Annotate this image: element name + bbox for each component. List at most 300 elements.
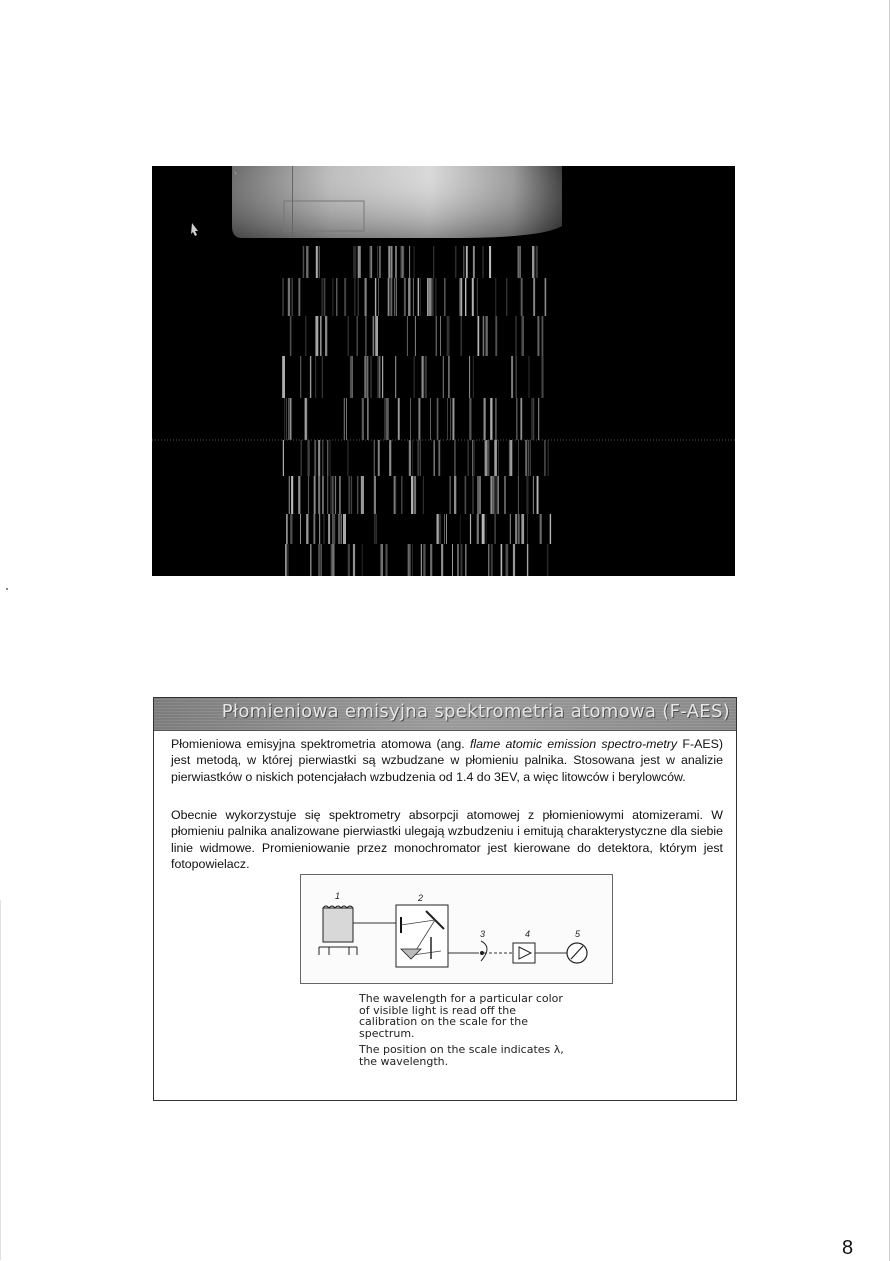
spectral-line [550,514,551,544]
spectral-line [536,246,538,278]
spectral-line [448,356,449,398]
spectral-line [365,278,367,316]
spectral-line [349,476,350,514]
spectral-line [333,514,335,544]
spectral-line [374,440,375,476]
spectral-line [374,514,376,544]
spectral-line [413,278,414,316]
spectral-line [318,544,320,576]
spectral-line [521,514,522,544]
spectral-line [436,316,437,356]
spectral-line [325,316,327,356]
spectral-line [518,476,519,514]
spectral-line [285,544,287,576]
spectral-line [336,278,338,316]
spectral-line [434,440,435,476]
spectral-line [378,278,379,316]
spectral-line [421,544,422,576]
spectral-line [404,278,406,316]
spectral-line [289,476,290,514]
spectral-line [353,544,355,576]
spectral-line [472,476,474,514]
spectral-line [519,246,521,278]
spectral-line [358,476,359,514]
spectral-line [491,544,493,576]
spectral-line [496,398,497,440]
spectral-line [408,278,410,316]
spectral-line [315,356,316,398]
spectral-line [371,246,372,278]
paragraph-method: Obecnie wykorzystuje się spektrometry absorpcji atomowej z płomieniowymi atomizerami. W płomieniu palnika analizowane pierwiastki ulegają wzbudzeniu i emitują charakterystyczne dla siebie linie widmowe. Promieniowanie przez monochromator jest kierowane do detektora, którym jest fotopowielacz. [171,808,723,872]
spectral-line [480,476,481,514]
spectral-line [452,398,453,440]
spectral-line [455,246,457,278]
spectral-line [290,398,292,440]
spectral-line [367,398,368,440]
spectral-line [411,476,413,514]
spectral-line [338,514,340,544]
spectral-line [401,246,402,278]
spectral-line [518,514,520,544]
spectral-line [401,476,402,514]
spectral-line [518,246,520,278]
spectral-line [527,514,528,544]
spectral-line [470,514,471,544]
spectral-line [436,278,437,316]
spectral-line [327,476,328,514]
spectral-line [395,356,396,398]
spectral-line [467,440,469,476]
spectral-line [495,316,497,356]
diagram-label-2: 2 [418,893,424,903]
spectral-line [290,514,292,544]
spectral-line [528,440,530,476]
spectral-line [487,440,488,476]
spectral-line [348,544,350,576]
spectral-line [414,246,415,278]
spectral-line [344,278,346,316]
spectral-line [330,440,331,476]
spectral-line [395,476,397,514]
spectral-line [489,246,491,278]
slide-title-bar [154,698,736,731]
spectral-line [537,316,539,356]
spectral-line [501,544,503,576]
spectral-line [390,440,391,476]
spectral-line [307,514,309,544]
spectral-line [315,316,316,356]
spectral-line [288,398,289,440]
diagram-label-4: 4 [525,929,531,939]
spectral-line [465,476,467,514]
spectral-line [439,514,441,544]
spectral-line [311,544,312,576]
spectral-line [423,476,424,514]
spectral-line [537,476,539,514]
spectral-line [506,544,508,576]
spectral-line [394,278,395,316]
spectral-line [504,476,505,514]
spectral-line [409,440,411,476]
spectral-line [463,246,464,278]
spectral-line [469,398,471,440]
spectral-line [545,278,547,316]
spectral-line [478,316,480,356]
spectral-line [359,246,361,278]
spectral-line [515,514,517,544]
spectral-line [447,398,448,440]
spectral-line [452,544,453,576]
spectral-line [430,544,432,576]
spectral-line [454,440,456,476]
spectral-line [415,316,416,356]
paragraph-definition-start: Płomieniowa emisyjna spektrometria atomowa (ang. [171,737,470,751]
diagram-label-1: 1 [335,891,341,901]
spectral-line [307,398,308,440]
spectral-line [358,278,360,316]
spectral-line [429,278,431,316]
spectral-line [488,544,489,576]
spectral-line [460,514,461,544]
spectral-line [418,398,420,440]
spectral-line [438,440,440,476]
spectral-line [378,440,379,476]
spectral-line [466,246,468,278]
page-number: 8 [842,1237,854,1259]
spectra-image-slide [152,166,735,576]
emission-spectra-image [152,166,735,576]
spectral-line [320,316,321,356]
spectral-line [382,356,383,398]
spectral-line [344,514,346,544]
scan-edge-line [889,0,890,1261]
spectral-line [305,316,306,356]
diagram-label-5: 5 [575,929,581,939]
spectral-line [484,398,486,440]
spectral-line [444,514,445,544]
spectral-line [344,398,345,440]
spectral-line [379,356,381,398]
spectral-line [510,514,511,544]
spectral-line [282,356,283,398]
spectral-line [351,476,352,514]
spectral-line [423,544,425,576]
spectral-line [291,476,293,514]
diagram-label-3: 3 [480,929,486,939]
spectral-line [348,440,349,476]
spectral-line [369,246,370,278]
spectral-line [283,440,284,476]
spectral-line [522,316,523,356]
spectral-line [330,476,331,514]
spectral-line [328,514,330,544]
spectral-line [522,514,524,544]
spectral-line [322,356,323,398]
spectral-line [313,514,315,544]
spectral-line [335,476,336,514]
spectral-line [412,440,413,476]
spectral-line [308,440,310,476]
spectral-line [461,544,463,576]
spectral-line [339,476,340,514]
spectral-line [494,440,495,476]
spectral-line [396,278,397,316]
spectral-line [440,316,441,356]
spectral-line [446,514,447,544]
scan-dot [6,588,8,590]
spectral-line [515,316,516,356]
spectral-line [322,440,323,476]
spectral-line [510,440,512,476]
spectral-line [332,278,333,316]
spectral-line [420,278,421,316]
spectral-line [357,316,358,356]
spectral-line [341,514,342,544]
spectral-line [450,398,451,440]
spectral-line [477,476,479,514]
spectral-line [300,356,301,398]
spectral-line [373,316,375,356]
spectral-line [323,514,325,544]
spectral-line [358,246,359,278]
spectral-line [353,246,354,278]
spectral-line [465,544,466,576]
spectral-line [482,514,484,544]
spectral-line [303,246,305,278]
scan-edge-line-left [0,900,1,1260]
spectral-line [306,246,308,278]
faes-slide [153,697,737,1101]
spectral-line [521,278,522,316]
spectral-line [453,398,454,440]
spectral-line [286,514,287,544]
spectral-line [346,398,347,440]
caption-position-lambda: The position on the scale indicates λ, the wavelength. [359,1043,564,1068]
spectral-line [391,278,392,316]
paragraph-definition-italic-term: flame atomic emission spectro-metry [469,737,678,751]
spectral-line [490,476,492,514]
spectral-line [387,398,388,440]
spectral-line [490,398,492,440]
spectral-line [495,278,496,316]
spectral-line [525,440,527,476]
spectral-line [545,440,546,476]
spectral-line [433,246,434,278]
spectral-line [375,278,376,316]
spectral-line [520,278,521,316]
spectral-line [385,398,386,440]
spectral-line [473,246,475,278]
spectral-line [469,356,470,398]
spectral-line [319,514,320,544]
spectral-line [454,476,456,514]
spectral-line [332,544,334,576]
spectral-line [488,440,489,476]
spectral-line [318,440,320,476]
instrument-diagram [300,874,613,984]
spectral-line [348,316,349,356]
spectral-line [388,246,390,278]
spectral-line [530,440,531,476]
spectral-line [389,278,391,316]
spectral-line [472,278,474,316]
spectral-line [548,440,549,476]
spectral-line [526,476,528,514]
spectral-line [511,356,513,398]
spectral-line [290,316,292,356]
spectral-line [310,356,311,398]
spectral-line [412,544,413,576]
spectral-line [547,544,548,576]
spectral-line [332,476,334,514]
spectral-line [494,514,495,544]
spectral-line [379,246,381,278]
spectral-line [321,544,322,576]
spectral-line [422,356,424,398]
spectral-line [354,278,355,316]
spectral-line [395,246,397,278]
spectral-line [284,398,285,440]
spectral-line [532,246,534,278]
spectral-line [354,246,356,278]
spectral-line [381,544,383,576]
spectral-line [322,476,324,514]
spectral-line [282,278,284,316]
spectral-line [448,316,450,356]
spectral-line [506,278,507,316]
spectral-line [483,316,485,356]
spectral-line [465,278,466,316]
spectral-line [407,316,408,356]
spectral-line [473,440,475,476]
spectral-line [371,356,372,398]
caption-wavelength-reading: The wavelength for a particular color of visible light is read off the calibration on the scale for the spectrum. [359,992,563,1040]
paragraph-definition-end: F-AES) jest metodą, w której pierwiastki są wzbudzane w płomieniu palnika. Stosowana jest w analizie pierwiastków o niskich potencjałach wzbudzenia od 1.4 do 3EV, a więc litowców i berylowców. [171,737,724,784]
spectral-line [533,278,535,316]
instrument-diagram-drawing [301,875,612,983]
spectral-line [461,278,463,316]
spectral-line [518,440,519,476]
spectral-line [286,398,287,440]
spectral-line [408,544,410,576]
spectral-line [498,440,499,476]
spectral-line [409,246,410,278]
burner-shape [323,908,353,942]
spectral-line [288,278,290,316]
spectral-line [298,278,300,316]
monochromator-shape [396,905,448,967]
spectral-line [365,316,366,356]
spectral-line [318,476,320,514]
spectral-line [540,514,542,544]
spectral-line [542,316,544,356]
spectral-line [444,278,445,316]
spectral-line [377,246,378,278]
spectral-line [362,398,364,440]
spectral-line [410,398,411,440]
spectral-line [301,440,302,476]
spectral-line [458,544,459,576]
spectral-line [361,476,363,514]
spectral-line [374,476,376,514]
spectral-line [292,278,293,316]
spectral-line [316,246,318,278]
spectral-line [377,356,378,398]
spectral-line [321,278,323,316]
spectral-line [492,476,494,514]
spectral-line [477,514,479,544]
spectral-line [483,246,484,278]
spectral-line [364,356,365,398]
spectral-line [376,514,377,544]
spectral-line [386,544,388,576]
spectral-line [315,440,316,476]
spectral-line [486,514,487,544]
spectral-line [366,356,368,398]
spectral-line [461,316,463,356]
spectral-line [327,440,328,476]
spectral-line [398,398,400,440]
spectral-line [485,440,487,476]
spectral-line [300,514,301,544]
spectral-line [513,544,515,576]
spectral-line [417,440,419,476]
spectral-line [449,476,450,514]
spectral-line [308,476,309,514]
spectral-line [350,356,352,398]
spectral-line [531,398,533,440]
spectral-line [343,514,344,544]
spectral-line [362,544,363,576]
spectral-line [496,476,497,514]
spectral-line [541,356,543,398]
spectral-line [516,398,517,440]
spectral-line [443,356,444,398]
spectral-line [498,476,499,514]
spectral-line [441,544,443,576]
spectral-line [376,316,378,356]
spectral-line [516,356,517,398]
spectral-line [431,278,433,316]
spectral-line [298,476,300,514]
spectral-line [324,278,326,316]
spectral-line [414,356,415,398]
paragraph-definition [171,736,723,785]
spectral-line [319,246,320,278]
spectral-line [527,544,528,576]
spectral-line [529,356,530,398]
spectral-line [533,476,534,514]
spectral-line [447,316,448,356]
spectral-line [460,278,461,316]
spectral-line [486,316,488,356]
spectral-line [538,398,539,440]
spectral-line [314,476,316,514]
spectral-line [437,398,439,440]
spectral-line [425,356,427,398]
spectral-line [391,246,393,278]
spectral-line [477,278,478,316]
spectral-line [415,476,416,514]
spectral-line [473,356,474,398]
spectral-line [287,544,288,576]
slide-title: Płomieniowa emisyjna spektrometria atomowa (F-AES) [221,701,730,722]
spectral-line [418,278,419,316]
spectral-line [420,440,421,476]
spectral-line [430,398,431,440]
spectral-line [520,398,522,440]
spectral-line [305,398,307,440]
